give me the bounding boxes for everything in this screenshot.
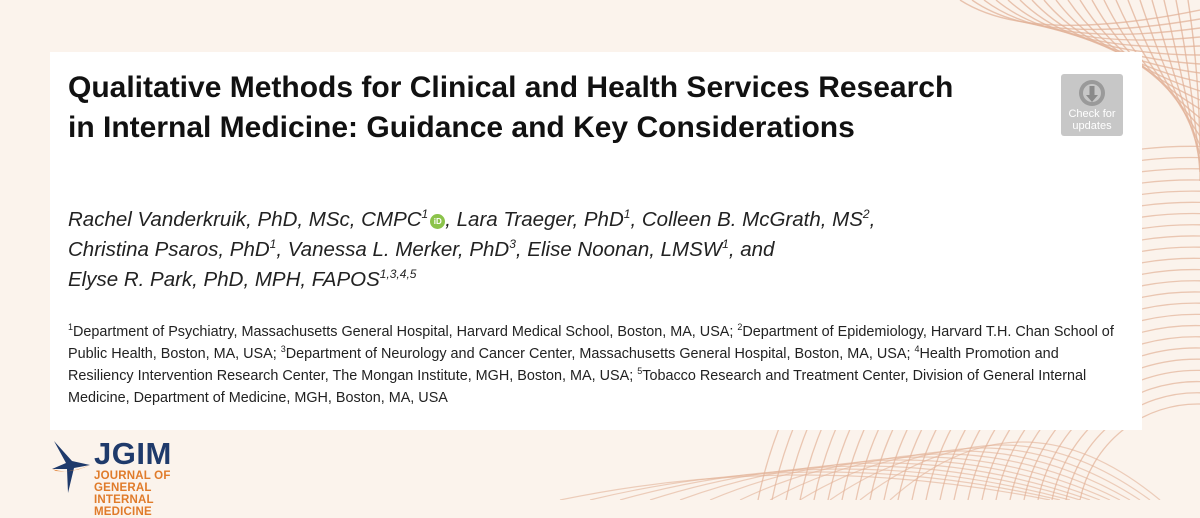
affiliation-marker: 4 (914, 344, 920, 355)
affiliation-text: Department of Neurology and Cancer Center, Massachusetts General Hospital, Boston, MA, USA; (285, 346, 915, 362)
author-name[interactable]: Elyse R. Park, PhD, MPH, FAPOS (68, 268, 380, 291)
author-name[interactable]: Vanessa L. Merker, PhD (287, 238, 510, 261)
affiliation-list (68, 321, 1128, 409)
affiliation-marker: 1 (68, 322, 74, 333)
author-affiliation-marker: 1 (722, 237, 729, 252)
affiliation-text: Department of Psychiatry, Massachusetts General Hospital, Harvard Medical School, Boston, MA, USA; (73, 324, 738, 340)
author-separator: , (869, 208, 876, 231)
check-updates-label-line1: Check for (1068, 108, 1116, 120)
affiliation-marker: 2 (737, 322, 743, 333)
author-name[interactable]: Elise Noonan, LMSW (527, 238, 723, 261)
author-name[interactable]: Christina Psaros, PhD (68, 238, 270, 261)
orcid-icon[interactable]: iD (430, 214, 445, 229)
affiliation-marker: 5 (637, 366, 643, 377)
author-separator: , (276, 238, 288, 261)
star-swoosh-icon (50, 435, 96, 497)
author-affiliation-marker: 1,3,4,5 (379, 267, 417, 282)
author-affiliation-marker: 1 (421, 207, 429, 222)
check-updates-label-line2: updates (1072, 120, 1112, 132)
decor-line (650, 466, 1080, 500)
journal-logo (50, 435, 210, 518)
check-updates-icon (1077, 78, 1107, 108)
decor-line (710, 460, 1100, 500)
author-affiliation-marker: 1 (269, 237, 277, 252)
author-separator: , (630, 208, 642, 231)
author-separator: , (445, 208, 457, 231)
journal-abbrev: JGIM (94, 436, 172, 471)
author-list (68, 205, 1128, 295)
affiliation-text: Department of Epidemiology, Harvard T.H. Chan School of Public Health, Boston, MA, USA; (68, 324, 1114, 362)
author-separator: , and (728, 238, 775, 261)
author-affiliation-marker: 3 (509, 237, 516, 252)
author-name[interactable]: Lara Traeger, PhD (456, 208, 624, 231)
decor-line (890, 442, 1160, 500)
affiliation-marker: 3 (280, 344, 286, 355)
author-affiliation-marker: 2 (862, 207, 870, 222)
affiliation-text: Health Promotion and Resiliency Intervention Research Center, The Mongan Institute, MGH, Boston, MA, USA; (68, 346, 1059, 384)
check-updates-label (1061, 108, 1123, 132)
article-title: Qualitative Methods for Clinical and Health Services Research in Internal Medicine: Guidance and Key Considerations (68, 71, 954, 144)
author-name[interactable]: Colleen B. McGrath, MS (641, 208, 863, 231)
journal-name: JOURNAL OF GENERAL INTERNAL MEDICINE (94, 470, 171, 518)
check-for-updates-button[interactable] (1061, 74, 1123, 136)
author-affiliation-marker: 1 (623, 207, 631, 222)
author-separator: , (515, 238, 528, 261)
affiliation-text: Tobacco Research and Treatment Center, Division of General Internal Medicine, Department of Medicine, MGH, Boston, MA, USA (68, 368, 1087, 406)
author-name[interactable]: Rachel Vanderkruik, PhD, MSc, CMPC (68, 208, 422, 231)
